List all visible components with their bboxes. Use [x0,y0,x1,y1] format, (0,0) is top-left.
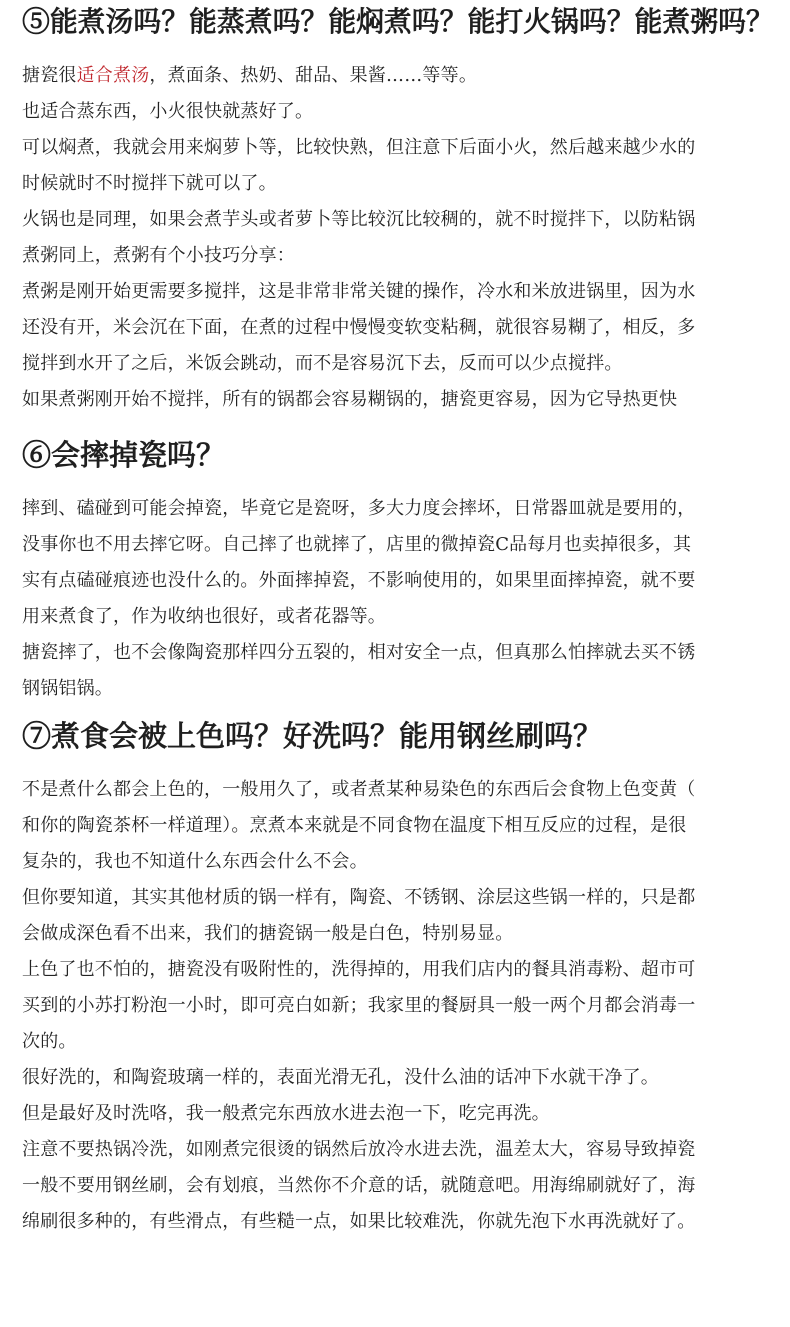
section-6-line-6: 钢锅铝锅。 [22,678,113,699]
section-6-line-1: 摔到、磕碰到可能会掉瓷，毕竟它是瓷呀，多大力度会摔坏，日常器皿就是要用的， [22,498,696,519]
section-7-line-7: 买到的小苏打粉泡一小时，即可亮白如新；我家里的餐厨具一般一两个月都会消毒一 [22,995,696,1016]
section-7-line-2: 和你的陶瓷茶杯一样道理）。烹煮本来就是不同食物在温度下相互反应的过程，是很 [22,815,687,836]
line-suffix: ，煮面条、热奶、甜品、果酱……等等。 [149,65,478,86]
highlight-text: 适合煮汤 [76,65,150,86]
line-prefix: 搪瓷很 [22,65,77,86]
section-7-line-5: 会做成深色看不出来，我们的搪瓷锅一般是白色，特别易显。 [22,923,514,944]
section-7-line-11: 注意不要热锅冷洗，如刚煮完很烫的锅然后放冷水进去洗，温差太大，容易导致掉瓷 [22,1139,696,1160]
section-5-line-10: 如果煮粥刚开始不搅拌，所有的锅都会容易糊锅的，搪瓷更容易，因为它导热更快 [22,389,678,410]
section-5-line-4: 时候就时不时搅拌下就可以了。 [22,173,277,194]
section-7-line-1: 不是煮什么都会上色的，一般用久了，或者煮某种易染色的东西后会食物上色变黄（ [22,779,696,800]
section-7-heading: ⑦煮食会被上色吗？好洗吗？能用钢丝刷吗？ [22,719,603,753]
section-5-line-2: 也适合蒸东西，小火很快就蒸好了。 [22,101,314,122]
section-6-line-3: 实有点磕碰痕迹也没什么的。外面摔掉瓷，不影响使用的，如果里面摔掉瓷，就不要 [22,570,696,591]
section-5-line-9: 搅拌到水开了之后，米饭会跳动，而不是容易沉下去，反而可以少点搅拌。 [22,353,623,374]
section-5-line-8: 还没有开，米会沉在下面，在煮的过程中慢慢变软变粘稠，就很容易糊了，相反，多 [22,317,696,338]
section-6-line-5: 搪瓷摔了，也不会像陶瓷那样四分五裂的，相对安全一点，但真那么怕摔就去买不锈 [22,642,696,663]
section-7-line-8: 次的。 [22,1031,77,1052]
section-7-line-3: 复杂的，我也不知道什么东西会什么不会。 [22,851,368,872]
section-5-line-7: 煮粥是刚开始更需要多搅拌，这是非常非常关键的操作，冷水和米放进锅里，因为水 [22,281,696,302]
section-7-line-13: 绵刷很多种的，有些滑点，有些糙一点，如果比较难洗，你就先泡下水再洗就好了。 [22,1211,696,1232]
section-7-line-6: 上色了也不怕的，搪瓷没有吸附性的，洗得掉的，用我们店内的餐具消毒粉、超市可 [22,959,696,980]
section-5-line-1 [22,58,477,94]
section-7-line-4: 但你要知道，其实其他材质的锅一样有，陶瓷、不锈钢、涂层这些锅一样的，只是都 [22,887,696,908]
section-5-heading: ⑤能煮汤吗？能蒸煮吗？能焖煮吗？能打火锅吗？能煮粥吗？ [22,5,774,38]
section-6-heading: ⑥会摔掉瓷吗？ [22,438,226,472]
section-7-line-12: 一般不要用钢丝刷，会有划痕，当然你不介意的话，就随意吧。用海绵刷就好了，海 [22,1175,696,1196]
section-6-line-2: 没事你也不用去摔它呀。自己摔了也就摔了，店里的微掉瓷C品每月也卖掉很多，其 [22,534,692,555]
section-5-line-6: 煮粥同上，煮粥有个小技巧分享： [22,245,295,266]
section-7-line-10: 但是最好及时洗咯，我一般煮完东西放水进去泡一下，吃完再洗。 [22,1103,550,1124]
section-5-line-5: 火锅也是同理，如果会煮芋头或者萝卜等比较沉比较稠的，就不时搅拌下，以防粘锅 [22,209,696,230]
section-6-line-4: 用来煮食了，作为收纳也很好，或者花器等。 [22,606,386,627]
section-5-line-3: 可以焖煮，我就会用来焖萝卜等，比较快熟，但注意下后面小火，然后越来越少水的 [22,137,696,158]
section-7-line-9: 很好洗的，和陶瓷玻璃一样的，表面光滑无孔，没什么油的话冲下水就干净了。 [22,1067,659,1088]
